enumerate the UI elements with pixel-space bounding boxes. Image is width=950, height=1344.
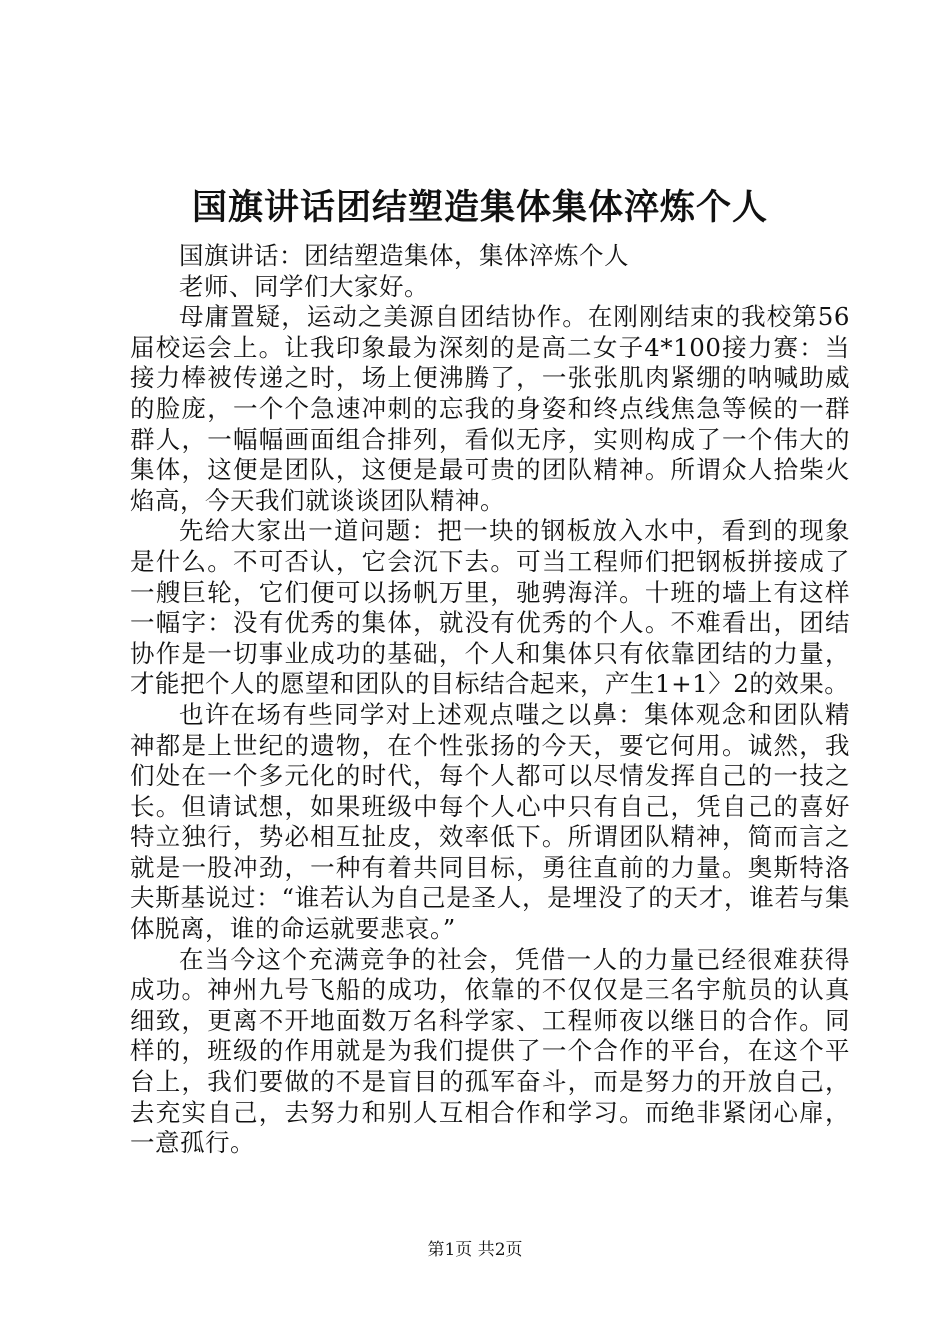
- page-footer: 第1页 共2页: [427, 1240, 523, 1260]
- body-paragraph: 在当今这个充满竞争的社会，凭借一人的力量已经很难获得成功。神州九号飞船的成功，依靠的不仅仅是三名宇航员的认真细致，更离不开地面数万名科学家、工程师夜以继日的合作。同样的，班级的作用就是为我们提供了一个合作的平台，在这个平台上，我们要做的不是盲目的孤军奋斗，而是努力的开放自己，去充实自己，去努力和别人互相合作和学习。而绝非紧闭心扉，一意孤行。: [130, 944, 850, 1158]
- body-paragraph: 也许在场有些同学对上述观点嗤之以鼻：集体观念和团队精神都是上世纪的遗物，在个性张扬的今天，要它何用。诚然，我们处在一个多元化的时代，每个人都可以尽情发挥自己的一技之长。但请试想，如果班级中每个人心中只有自己，凭自己的喜好特立独行，势必相互扯皮，效率低下。所谓团队精神，简而言之就是一股冲劲，一种有着共同目标，勇往直前的力量。奥斯特洛夫斯基说过：“谁若认为自己是圣人，是埋没了的天才，谁若与集体脱离，谁的命运就要悲哀。”: [130, 699, 850, 944]
- greeting-paragraph: 老师、同学们大家好。: [179, 271, 429, 301]
- document-body: [130, 241, 850, 1159]
- speech-heading: 国旗讲话：团结塑造集体，集体淬炼个人: [179, 241, 629, 270]
- body-paragraph: 先给大家出一道问题：把一块的钢板放入水中，看到的现象是什么。不可否认，它会沉下去。可当工程师们把钢板拼接成了一艘巨轮，它们便可以扬帆万里，驰骋海洋。十班的墙上有这样一幅字：没有优秀的集体，就没有优秀的个人。不难看出，团结协作是一切事业成功的基础，个人和集体只有依靠团结的力量，才能把个人的愿望和团队的目标结合起来，产生1+1〉2的效果。: [130, 516, 850, 699]
- document-title: 国旗讲话团结塑造集体集体淬炼个人: [191, 187, 768, 228]
- body-paragraph: 母庸置疑，运动之美源自团结协作。在刚刚结束的我校第56届校运会上。让我印象最为深刻的是高二女子4*100接力赛：当接力棒被传递之时，场上便沸腾了，一张张肌肉紧绷的呐喊助威的脸庞，一个个急速冲刺的忘我的身姿和终点线焦急等候的一群群人，一幅幅画面组合排列，看似无序，实则构成了一个伟大的集体，这便是团队，这便是最可贵的团队精神。所谓众人拾柴火焰高，今天我们就谈谈团队精神。: [130, 302, 850, 515]
